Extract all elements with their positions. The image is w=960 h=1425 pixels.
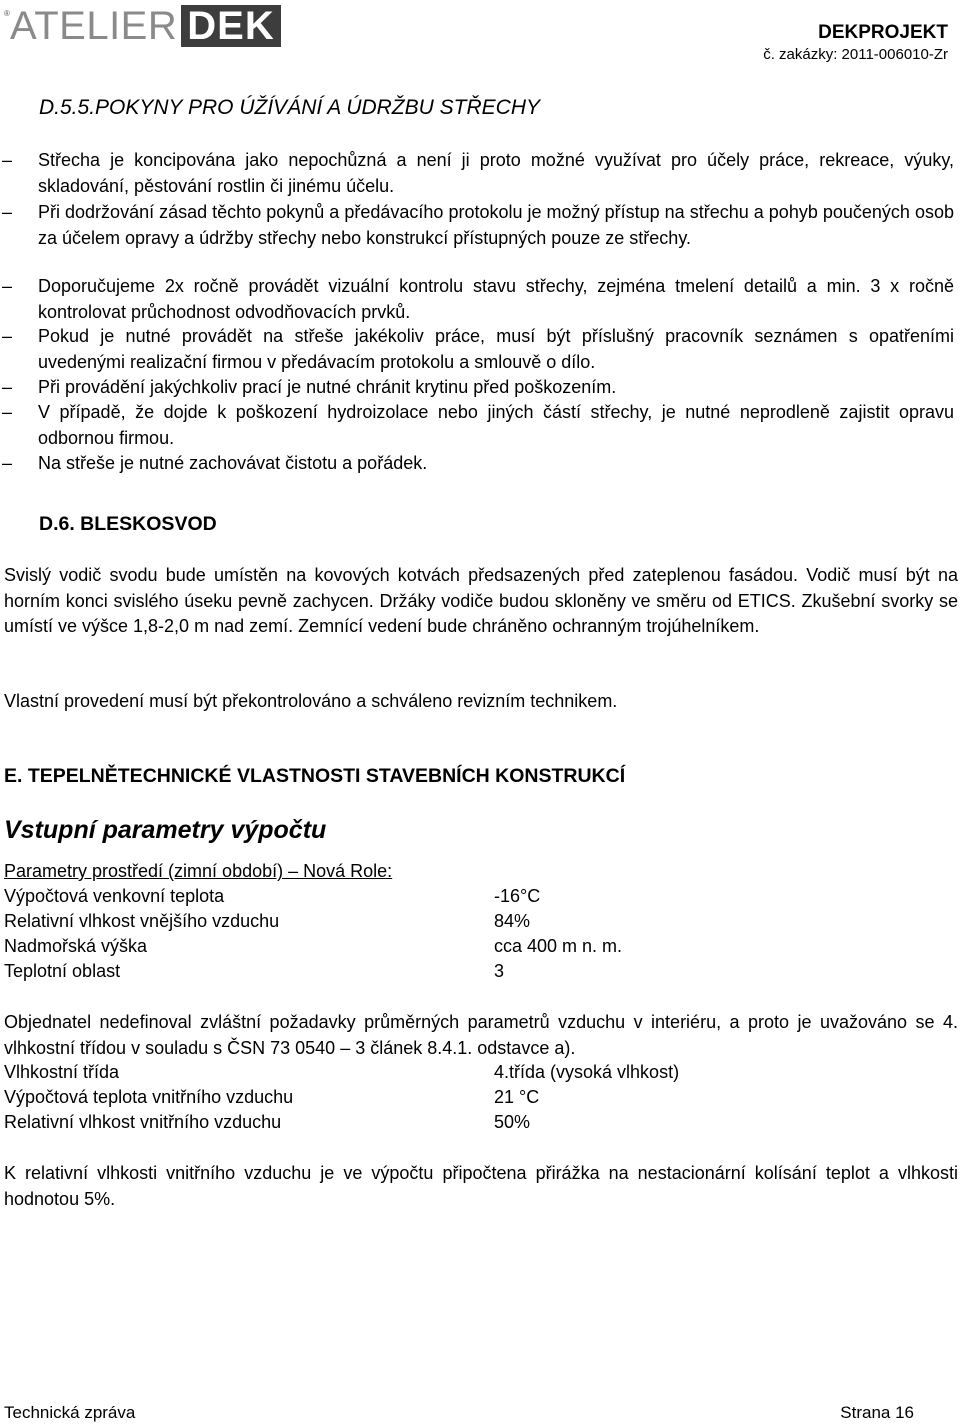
list-item-text: V případě, že dojde k poškození hydroizolace nebo jiných částí střechy, je nutné neprodleně zajistit opravu odbornou firmou.	[38, 402, 954, 448]
parameter-label: Teplotní oblast	[4, 961, 121, 981]
parameter-value: -16°C	[494, 886, 541, 906]
parameter-value: 3	[494, 961, 505, 981]
footer-page-number: Strana 16	[840, 1403, 914, 1422]
logo-text-dek: DEK	[181, 5, 280, 47]
parameter-row	[4, 1060, 680, 1085]
list-item-text: Při dodržování zásad těchto pokynů a předávacího protokolu je možný přístup na střechu a pohyb poučených osob za účelem opravy a údržby střechy nebo konstrukcí přístupných pouze ze střechy.	[38, 202, 954, 248]
section-number: D.5.5.	[39, 96, 96, 119]
paragraph-lightning: Svislý vodič svodu bude umístěn na kovových kotvách předsazených před zateplenou fasádou. Vodič musí být na horním konci svislého úseku pevně zachycen. Držáky vodiče budou skloněny ve směru od ETICS. Zkušební svorky se umístí ve výšce 1,8-2,0 m nad zemí. Zemnící vedení bude chráněno ochranným trojúhelníkem.	[4, 565, 958, 636]
paragraph-humidity-surcharge: K relativní vlhkosti vnitřního vzduchu je ve výpočtu připočtena přirážka na nestacionární kolísání teplot a vlhkosti hodnotou 5%.	[4, 1163, 958, 1209]
parameter-value: 4.třída (vysoká vlhkost)	[494, 1062, 680, 1082]
parameter-label: Relativní vlhkost vnitřního vzduchu	[4, 1112, 282, 1132]
parameter-row	[4, 959, 505, 984]
parameter-label: Výpočtová teplota vnitřního vzduchu	[4, 1087, 294, 1107]
list-item-text: Střecha je koncipována jako nepochůzná a není ji proto možné využívat pro účely práce, rekreace, výuky, skladování, pěstování rostlin či jinému účelu.	[38, 150, 954, 196]
list-item-text: Při provádění jakýchkoliv prací je nutné chránit krytinu před poškozením.	[38, 377, 617, 397]
parameter-value: 50%	[494, 1112, 531, 1132]
parameter-row	[4, 1110, 531, 1135]
env-parameters-heading: Parametry prostředí (zimní období) – Nová Role:	[4, 861, 393, 881]
section-title: POKYNY PRO ÚŽÍVÁNÍ A ÚDRŽBU STŘECHY	[95, 96, 540, 119]
list-item-text: Doporučujeme 2x ročně provádět vizuální kontrolu stavu střechy, zejména tmelení detailů a min. 3 x ročně kontrolovat průchodnost odvodňovacích prvků.	[38, 276, 954, 322]
list-item	[2, 274, 954, 325]
company-name: DEKPROJEKT	[818, 22, 948, 43]
parameter-label: Vlhkostní třída	[4, 1062, 120, 1082]
parameter-row	[4, 909, 531, 934]
list-item-text: Pokud je nutné provádět na střeše jakékoliv práce, musí být příslušný pracovník seznámen s opatřeními uvedenými realizační firmou v předávacím protokolu a smlouvě o dílo.	[38, 326, 954, 372]
registered-mark: ®	[4, 9, 10, 18]
list-item	[2, 148, 954, 199]
section-heading-lightning: D.6. BLESKOSVOD	[39, 513, 217, 535]
dash-bullet: –	[2, 402, 13, 422]
subsection-heading: Vstupní parametry výpočtu	[4, 816, 327, 844]
parameter-value: 21 °C	[494, 1087, 540, 1107]
dash-bullet: –	[2, 202, 13, 222]
parameter-label: Relativní vlhkost vnějšího vzduchu	[4, 911, 280, 931]
footer-doc-title: Technická zpráva	[4, 1403, 136, 1422]
dash-bullet: –	[2, 276, 13, 296]
atelier-dek-logo	[4, 5, 281, 47]
section-heading-roof	[39, 96, 540, 120]
parameter-value: cca 400 m n. m.	[494, 936, 623, 956]
logo-text-atelier: ATELIER	[10, 4, 178, 48]
parameter-value: 84%	[494, 911, 531, 931]
parameter-label: Výpočtová venkovní teplota	[4, 886, 225, 906]
dash-bullet: –	[2, 326, 13, 346]
paragraph-inspection: Vlastní provedení musí být překontrolováno a schváleno revizním technikem.	[4, 691, 618, 711]
list-item	[2, 451, 954, 477]
dash-bullet: –	[2, 377, 13, 397]
list-item	[2, 324, 954, 375]
header-info	[763, 22, 948, 64]
parameter-label: Nadmořská výška	[4, 936, 148, 956]
order-number: č. zakázky: 2011-006010-Zr	[763, 46, 948, 63]
section-heading-thermal: E. TEPELNĚTECHNICKÉ VLASTNOSTI STAVEBNÍCH KONSTRUKCÍ	[4, 765, 626, 787]
list-item	[2, 375, 954, 401]
dash-bullet: –	[2, 150, 13, 170]
parameter-row	[4, 1085, 540, 1110]
list-item-text: Na střeše je nutné zachovávat čistotu a pořádek.	[38, 453, 428, 473]
dash-bullet: –	[2, 453, 13, 473]
parameter-row	[4, 884, 541, 909]
paragraph-humidity-note: Objednatel nedefinoval zvláštní požadavky průměrných parametrů vzduchu v interiéru, a proto je uvažováno se 4. vlhkostní třídou v souladu s ČSN 73 0540 – 3 článek 8.4.1. odstavce a).	[4, 1012, 958, 1058]
list-item	[2, 400, 954, 451]
parameter-row	[4, 934, 623, 959]
list-item	[2, 200, 954, 251]
